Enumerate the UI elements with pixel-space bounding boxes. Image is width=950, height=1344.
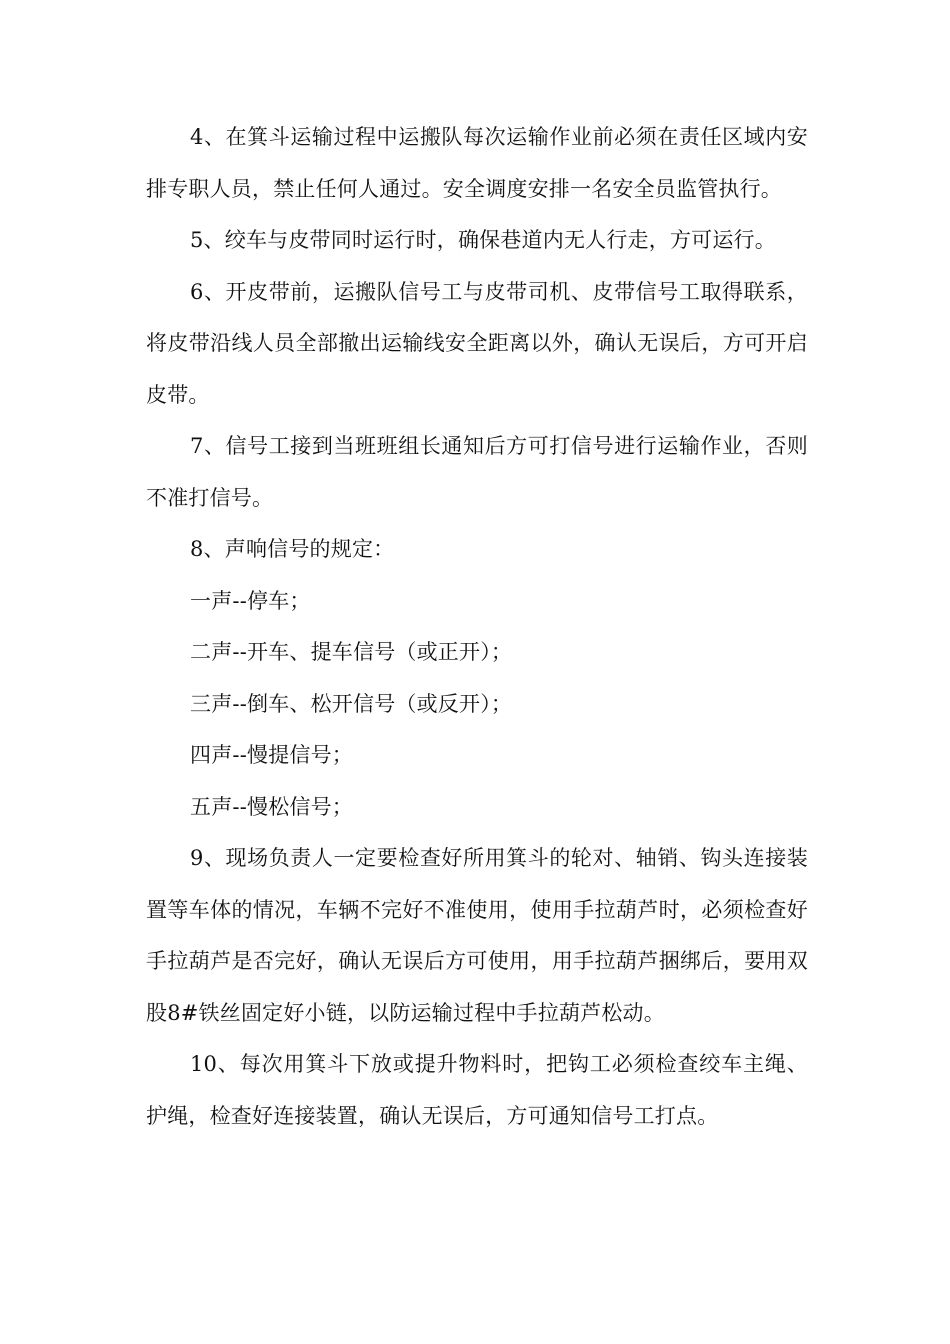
paragraph-4: 4、在箕斗运输过程中运搬队每次运输作业前必须在责任区域内安排专职人员，禁止任何人通过。安全调度安排一名安全员监管执行。 (146, 125, 808, 201)
paragraph-6: 6、开皮带前，运搬队信号工与皮带司机、皮带信号工取得联系，将皮带沿线人员全部撤出运输线安全距离以外，确认无误后，方可开启皮带。 (146, 279, 808, 407)
document-body (146, 112, 808, 1142)
paragraph-5: 5、绞车与皮带同时运行时，确保巷道内无人行走，方可运行。 (190, 228, 776, 252)
signal-item-4: 四声--慢提信号； (190, 743, 353, 767)
signal-item-3: 三声--倒车、松开信号（或反开）； (190, 691, 513, 716)
signal-item-2: 二声--开车、提车信号（或正开）； (190, 640, 513, 664)
signal-item-5: 五声--慢松信号； (190, 794, 353, 819)
paragraph-7: 7、信号工接到当班班组长通知后方可打信号进行运输作业，否则不准打信号。 (146, 434, 808, 510)
paragraph-8: 8、声响信号的规定： (190, 537, 395, 561)
signal-item-1: 一声--停车； (190, 588, 311, 613)
paragraph-9: 9、现场负责人一定要检查好所用箕斗的轮对、轴销、钩头连接装置等车体的情况，车辆不完好不准使用，使用手拉葫芦时，必须检查好手拉葫芦是否完好，确认无误后方可使用，用手拉葫芦捆绑后，要用双股8#铁丝固定好小链，以防运输过程中手拉葫芦松动。 (146, 846, 808, 1025)
paragraph-10: 10、每次用箕斗下放或提升物料时，把钩工必须检查绞车主绳、护绳，检查好连接装置，确认无误后，方可通知信号工打点。 (146, 1052, 808, 1128)
